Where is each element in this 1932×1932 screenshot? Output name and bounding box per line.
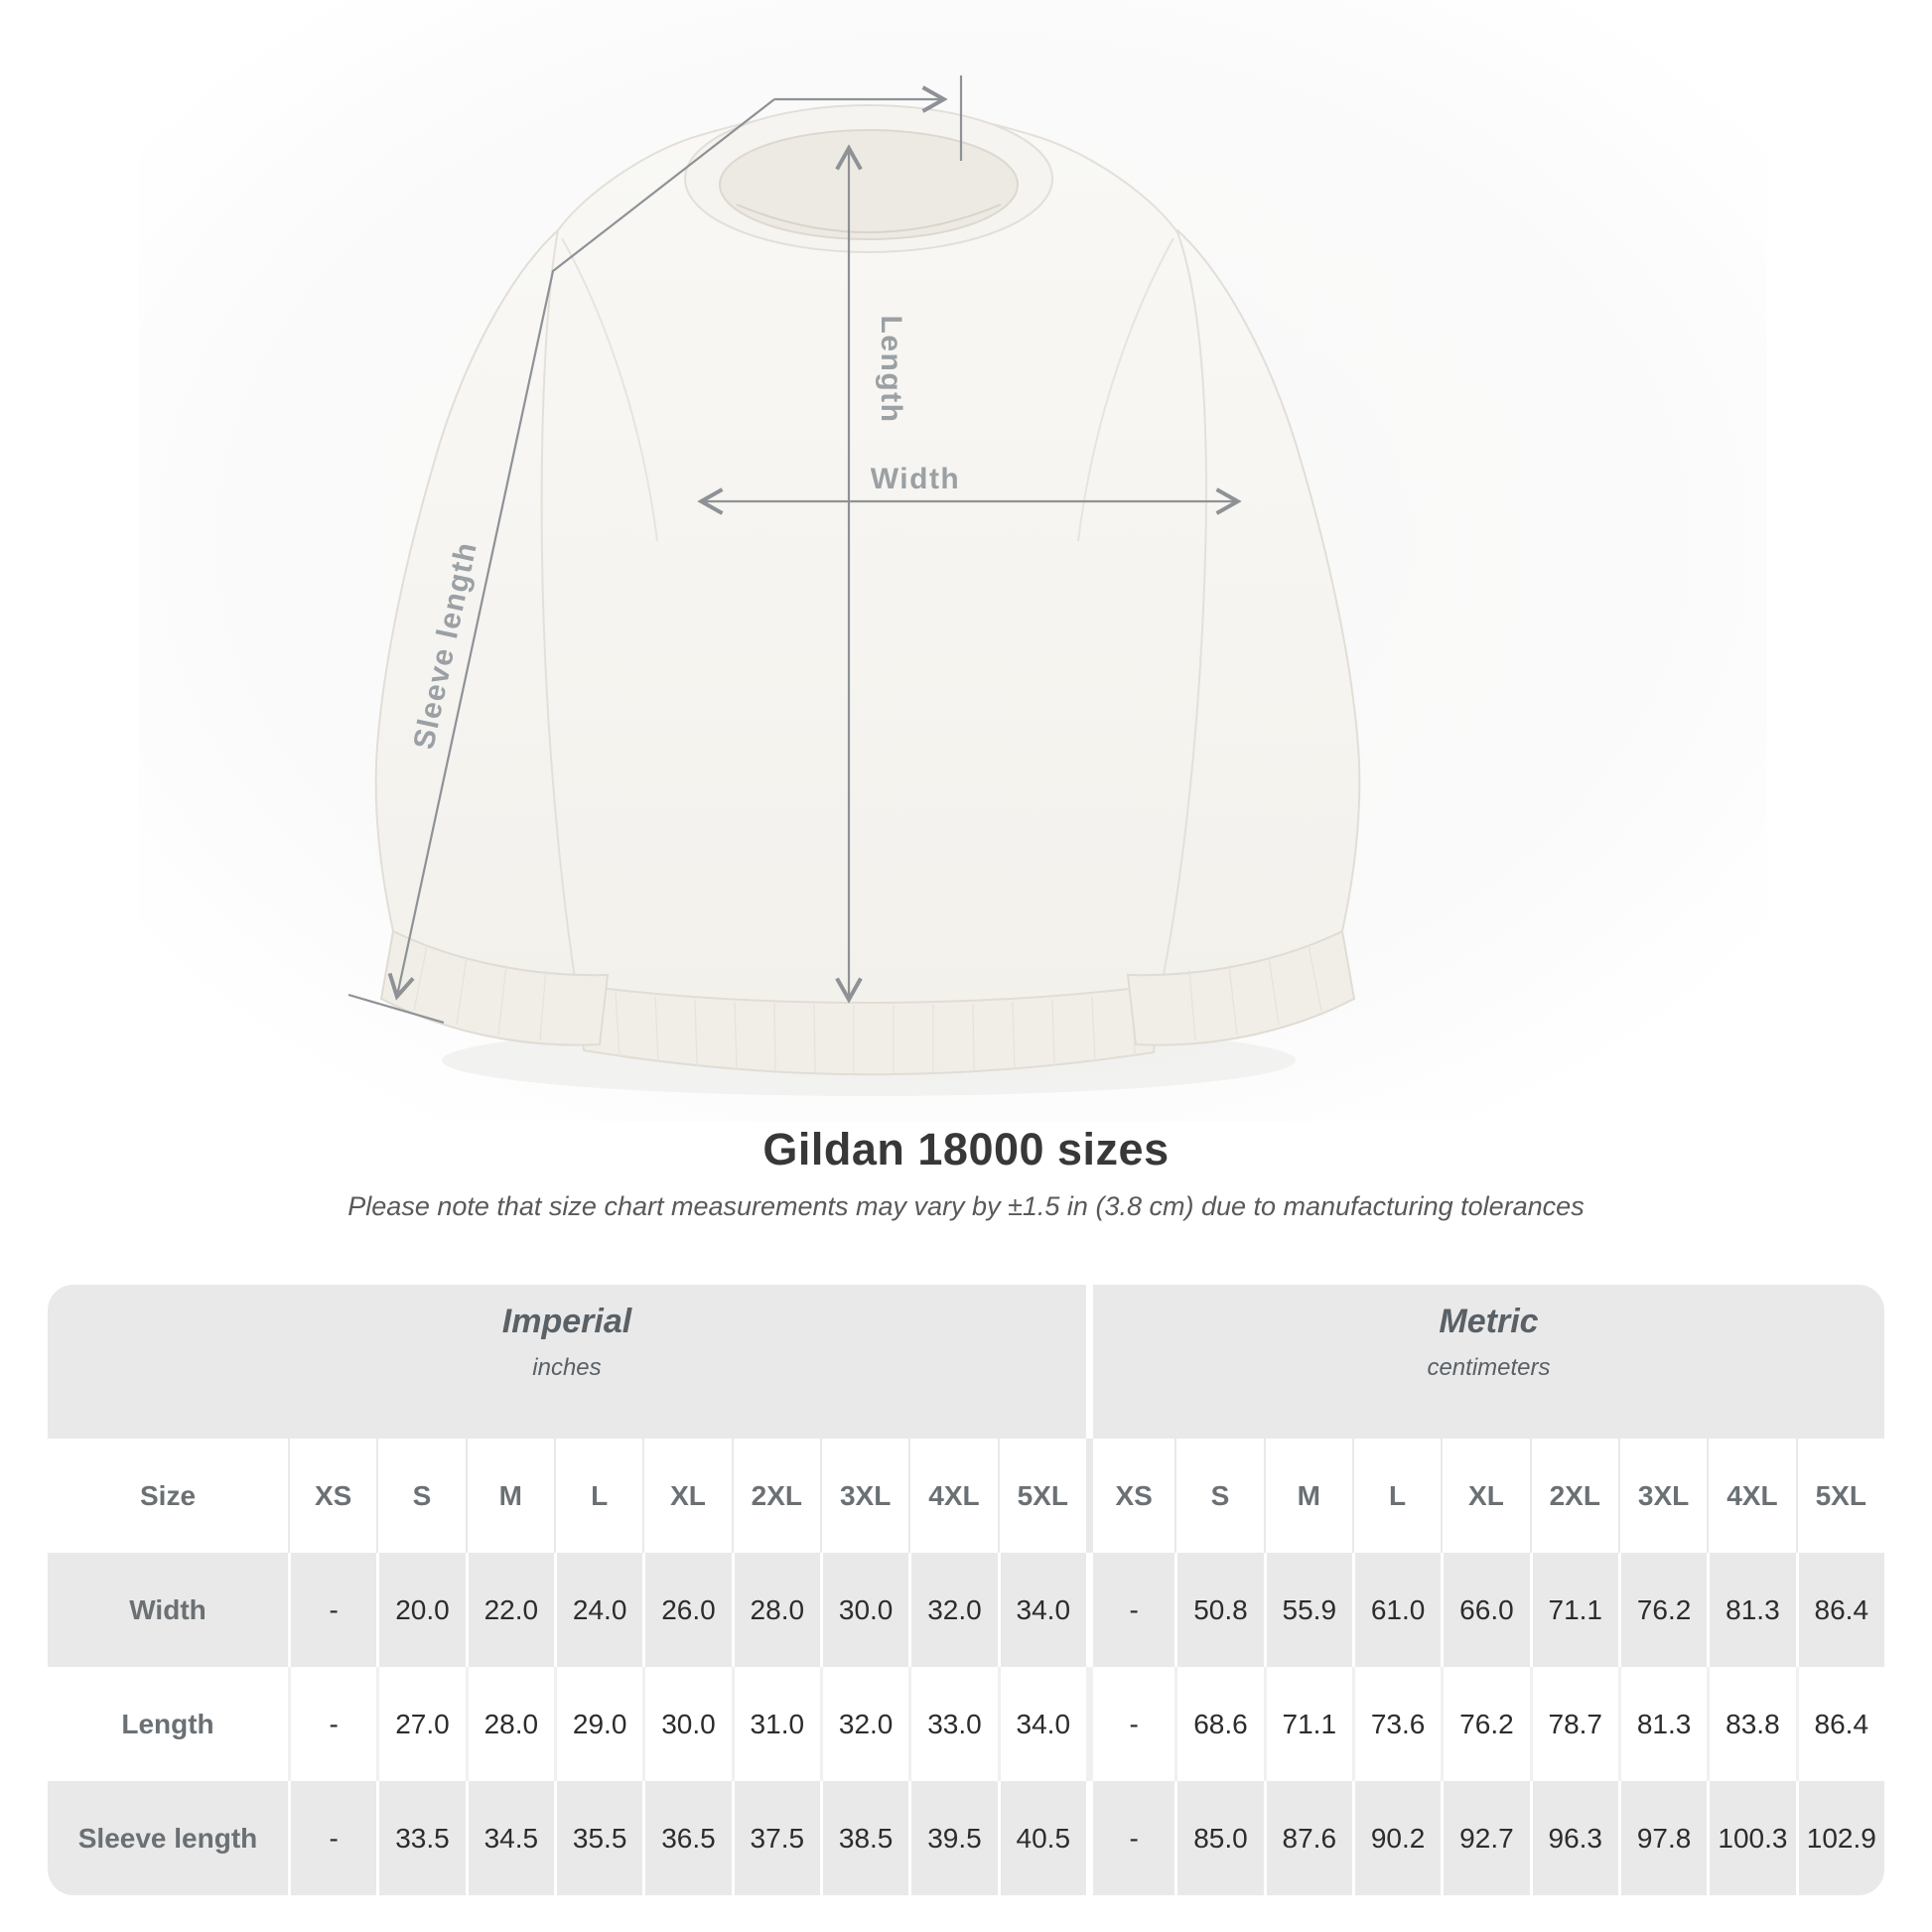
cell: - xyxy=(1086,1553,1174,1667)
cell: 38.5 xyxy=(820,1781,908,1895)
size-col-header: M xyxy=(1264,1439,1352,1553)
row-label: Length xyxy=(48,1667,288,1781)
cell: 37.5 xyxy=(732,1781,820,1895)
cell: 32.0 xyxy=(820,1667,908,1781)
cell: 39.5 xyxy=(908,1781,997,1895)
cell: 29.0 xyxy=(554,1667,642,1781)
cell: 50.8 xyxy=(1174,1553,1263,1667)
cell: - xyxy=(1086,1667,1174,1781)
cell: 30.0 xyxy=(820,1553,908,1667)
cell: 85.0 xyxy=(1174,1781,1263,1895)
cell: 73.6 xyxy=(1352,1667,1441,1781)
size-col-header: XL xyxy=(642,1439,731,1553)
table-row-width xyxy=(48,1553,1884,1667)
cell: 28.0 xyxy=(466,1667,554,1781)
cell: 71.1 xyxy=(1530,1553,1618,1667)
cell: 33.5 xyxy=(376,1781,465,1895)
cell: 34.5 xyxy=(466,1781,554,1895)
cell: 20.0 xyxy=(376,1553,465,1667)
cell: 30.0 xyxy=(642,1667,731,1781)
page-title: Gildan 18000 sizes xyxy=(762,1124,1170,1174)
cell: 32.0 xyxy=(908,1553,997,1667)
size-col-header: S xyxy=(376,1439,465,1553)
cell: 68.6 xyxy=(1174,1667,1263,1781)
size-col-header: 3XL xyxy=(1618,1439,1707,1553)
size-col-header: 2XL xyxy=(1530,1439,1618,1553)
size-col-header: 3XL xyxy=(820,1439,908,1553)
table-row-length xyxy=(48,1667,1884,1781)
sleeve-length-label: Sleeve length xyxy=(407,538,483,753)
row-label: Sleeve length xyxy=(48,1781,288,1895)
cell: 76.2 xyxy=(1441,1667,1529,1781)
cell: 97.8 xyxy=(1618,1781,1707,1895)
cell: 81.3 xyxy=(1707,1553,1795,1667)
cell: 36.5 xyxy=(642,1781,731,1895)
cell: 61.0 xyxy=(1352,1553,1441,1667)
size-col-header: L xyxy=(1352,1439,1441,1553)
cell: 31.0 xyxy=(732,1667,820,1781)
cell: 33.0 xyxy=(908,1667,997,1781)
cell: 96.3 xyxy=(1530,1781,1618,1895)
unit-header-row xyxy=(48,1285,1884,1439)
size-header: Size xyxy=(48,1439,288,1553)
cell: 81.3 xyxy=(1618,1667,1707,1781)
size-col-header: S xyxy=(1174,1439,1263,1553)
cell: 87.6 xyxy=(1264,1781,1352,1895)
cell: 40.5 xyxy=(998,1781,1086,1895)
cell: 28.0 xyxy=(732,1553,820,1667)
imperial-header-cell xyxy=(48,1285,1086,1439)
cell: 27.0 xyxy=(376,1667,465,1781)
metric-sublabel: centimeters xyxy=(1427,1354,1551,1381)
size-chart-table xyxy=(48,1285,1884,1895)
cell: 78.7 xyxy=(1530,1667,1618,1781)
size-col-header: L xyxy=(554,1439,642,1553)
size-chart-table-container xyxy=(48,1285,1884,1895)
cell: 90.2 xyxy=(1352,1781,1441,1895)
size-header-row xyxy=(48,1439,1884,1553)
cell: 71.1 xyxy=(1264,1667,1352,1781)
table-row-sleeve-length xyxy=(48,1781,1884,1895)
cell: 35.5 xyxy=(554,1781,642,1895)
cell: 86.4 xyxy=(1796,1667,1884,1781)
cell: 22.0 xyxy=(466,1553,554,1667)
cell: 34.0 xyxy=(998,1667,1086,1781)
cell: - xyxy=(1086,1781,1174,1895)
cell: 83.8 xyxy=(1707,1667,1795,1781)
size-col-header: XL xyxy=(1441,1439,1529,1553)
cell: 55.9 xyxy=(1264,1553,1352,1667)
cell: - xyxy=(288,1781,376,1895)
metric-header-cell xyxy=(1086,1285,1884,1439)
row-label: Width xyxy=(48,1553,288,1667)
size-col-header: XS xyxy=(1086,1439,1174,1553)
cell: 100.3 xyxy=(1707,1781,1795,1895)
cell: 92.7 xyxy=(1441,1781,1529,1895)
cell: 76.2 xyxy=(1618,1553,1707,1667)
size-col-header: 5XL xyxy=(998,1439,1086,1553)
collar-opening xyxy=(720,130,1018,239)
imperial-label: Imperial xyxy=(501,1303,632,1340)
metric-label: Metric xyxy=(1439,1303,1539,1340)
size-col-header: 4XL xyxy=(908,1439,997,1553)
width-label: Width xyxy=(870,463,961,495)
cell: 24.0 xyxy=(554,1553,642,1667)
cell: 86.4 xyxy=(1796,1553,1884,1667)
size-col-header: XS xyxy=(288,1439,376,1553)
cell: 102.9 xyxy=(1796,1781,1884,1895)
cell: - xyxy=(288,1553,376,1667)
size-col-header: 2XL xyxy=(732,1439,820,1553)
imperial-sublabel: inches xyxy=(532,1354,602,1381)
size-col-header: M xyxy=(466,1439,554,1553)
cell: 66.0 xyxy=(1441,1553,1529,1667)
size-col-header: 5XL xyxy=(1796,1439,1884,1553)
length-label: Length xyxy=(875,315,907,424)
cell: 34.0 xyxy=(998,1553,1086,1667)
size-col-header: 4XL xyxy=(1707,1439,1795,1553)
cell: 26.0 xyxy=(642,1553,731,1667)
page-subtitle: Please note that size chart measurements may vary by ±1.5 in (3.8 cm) due to manufacturing tolerances xyxy=(347,1191,1585,1221)
cell: - xyxy=(288,1667,376,1781)
